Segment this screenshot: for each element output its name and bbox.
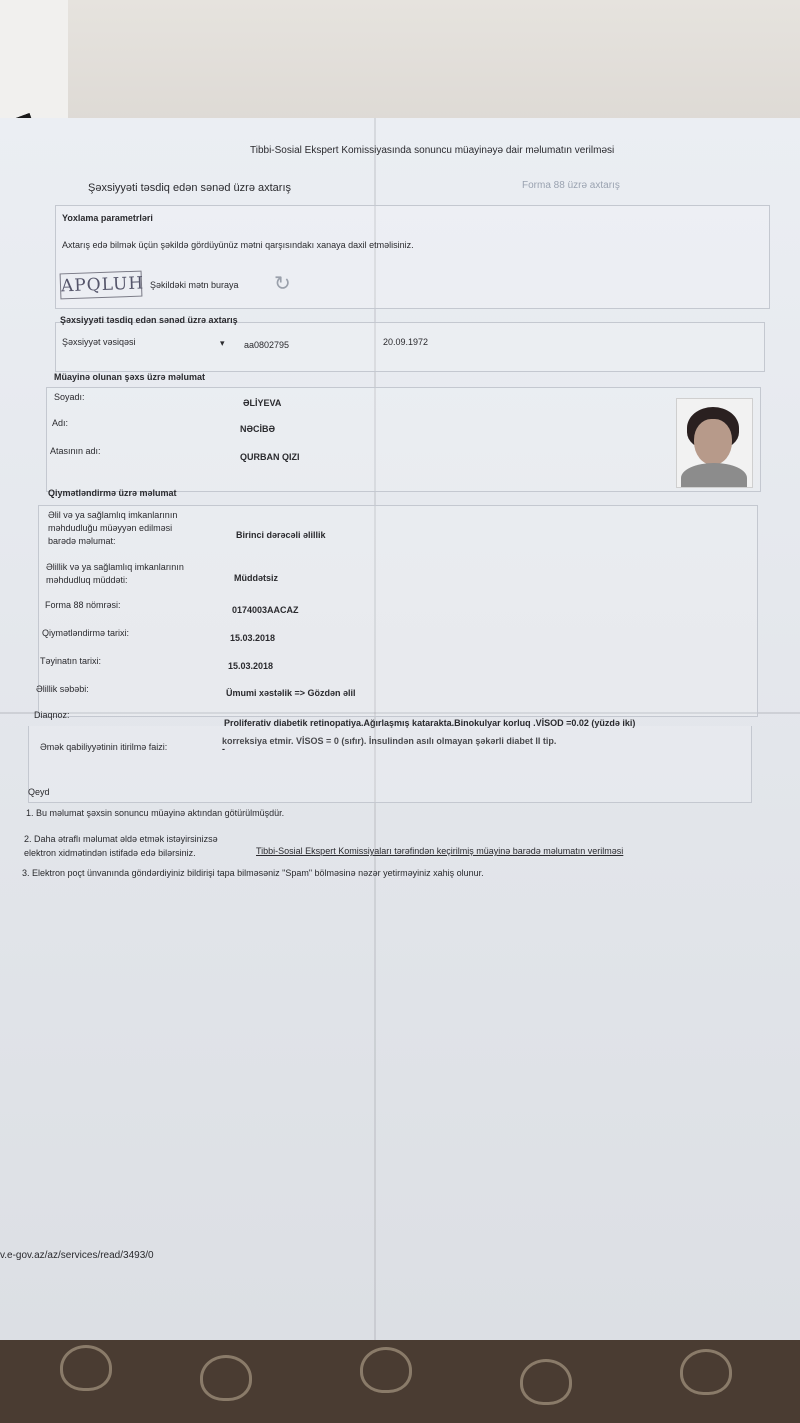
duration-label-line-1: Əlillik və ya sağlamlıq imkanlarının — [46, 562, 184, 572]
document-search-panel — [55, 322, 765, 372]
assessment-date-label: Qiymətləndirmə tarixi: — [42, 628, 130, 638]
document-type-select[interactable]: Şəxsiyyət vəsiqəsi — [62, 337, 136, 347]
diagnosis-line-1: Proliferativ diabetik retinopatiya.Ağırlaşmış katarakta.Binokulyar korluq .VİSOD =0.02 (yüzdə iki) — [224, 718, 636, 728]
limitation-label-line-2: məhdudluğu müəyyən edilməsi — [48, 523, 173, 533]
carpet-motif — [60, 1345, 112, 1391]
refresh-captcha-icon[interactable]: ↻ — [274, 273, 291, 295]
footer-url[interactable]: v.e-gov.az/az/services/read/3493/0 — [0, 1250, 154, 1261]
captcha-input-placeholder[interactable]: Şəkildəki mətn buraya — [150, 280, 239, 290]
notes-heading: Qeyd — [28, 787, 50, 797]
diagnosis-line-2: korreksiya etmir. VİSOS = 0 (sıfır). İnsulindən asılı olmayan şəkərli diabet II tip. — [222, 736, 557, 746]
document-number-field[interactable]: aa0802795 — [244, 340, 290, 350]
duration-label-line-2: məhdudluq müddəti: — [46, 575, 128, 585]
form88-value: 0174003AACAZ — [232, 605, 299, 615]
diagnosis-label: Diaqnoz: — [34, 710, 70, 720]
carpet-motif — [520, 1359, 572, 1405]
person-photo — [676, 398, 753, 488]
name-value: NƏCİBƏ — [240, 424, 276, 434]
limitation-label-line-3: barədə məlumat: — [48, 536, 116, 546]
assessment-heading: Qiymətləndirmə üzrə məlumat — [48, 488, 177, 498]
form88-search-tab[interactable]: Forma 88 üzrə axtarış — [522, 180, 620, 191]
appointment-date-value: 15.03.2018 — [228, 661, 274, 671]
note-2-link[interactable]: Tibbi-Sosial Ekspert Komissiyaları tərəfindən keçirilmiş müayinə barədə məlumatın verilməsi — [256, 846, 624, 856]
assessment-panel — [38, 505, 758, 717]
document-search-heading: Şəxsiyyəti təsdiq edən sənəd üzrə axtarış — [60, 315, 238, 325]
duration-value: Müddətsiz — [234, 573, 278, 583]
limitation-label-line-1: Əlil və ya sağlamlıq imkanlarının — [48, 510, 178, 520]
verification-panel — [55, 205, 770, 309]
note-2-prefix: 2. Daha ətraflı məlumat əldə etmək istəyirsinizsə — [24, 834, 218, 844]
disability-cause-value: Ümumi xəstəlik => Gözdən əlil — [226, 688, 356, 698]
surname-label: Soyadı: — [54, 392, 85, 402]
carpet-motif — [680, 1349, 732, 1395]
form88-label: Forma 88 nömrəsi: — [45, 600, 121, 610]
verification-instruction: Axtarış edə bilmək üçün şəkildə gördüyünüz mətni qarşısındakı xanaya daxil etməlisiniz. — [62, 240, 414, 250]
work-loss-panel — [28, 726, 752, 803]
limitation-value: Birinci dərəcəli əlillik — [236, 530, 326, 540]
note-2-suffix: elektron xidmətindən istifadə edə bilərsiniz. — [24, 848, 196, 858]
photo-body — [681, 463, 747, 488]
chevron-down-icon[interactable]: ▾ — [220, 338, 225, 348]
disability-cause-label: Əlillik səbəbi: — [36, 684, 89, 694]
work-loss-label: Əmək qabiliyyətinin itirilmə faizi: — [40, 742, 168, 752]
search-section-title: Şəxsiyyəti təsdiq edən sənəd üzrə axtarış — [88, 182, 292, 194]
carpet-motif — [200, 1355, 252, 1401]
birth-date-field[interactable]: 20.09.1972 — [383, 337, 429, 347]
verification-heading: Yoxlama parametrləri — [62, 213, 153, 223]
captcha-image: APQLUH — [60, 271, 143, 300]
note-1: 1. Bu məlumat şəxsin sonuncu müayinə aktından götürülmüşdür. — [26, 808, 285, 818]
photo-face — [694, 419, 732, 465]
surname-value: ƏLİYEVA — [243, 398, 282, 408]
patronymic-label: Atasının adı: — [50, 446, 101, 456]
patronymic-value: QURBAN QIZI — [240, 452, 300, 462]
name-label: Adı: — [52, 418, 69, 428]
assessment-date-value: 15.03.2018 — [230, 633, 276, 643]
person-info-panel — [46, 387, 761, 492]
carpet-motif — [360, 1347, 412, 1393]
page-header-title: Tibbi-Sosial Ekspert Komissiyasında sonuncu müayinəyə dair məlumatın verilməsi — [250, 145, 615, 156]
appointment-date-label: Təyinatın tarixi: — [40, 656, 102, 666]
note-3: 3. Elektron poçt ünvanında göndərdiyiniz bildirişi tapa bilməsəniz "Spam" bölməsinə nəzər yetirməyiniz xahiş olunur. — [22, 868, 484, 878]
work-loss-value: - — [222, 744, 225, 754]
person-heading: Müayinə olunan şəxs üzrə məlumat — [54, 372, 206, 382]
